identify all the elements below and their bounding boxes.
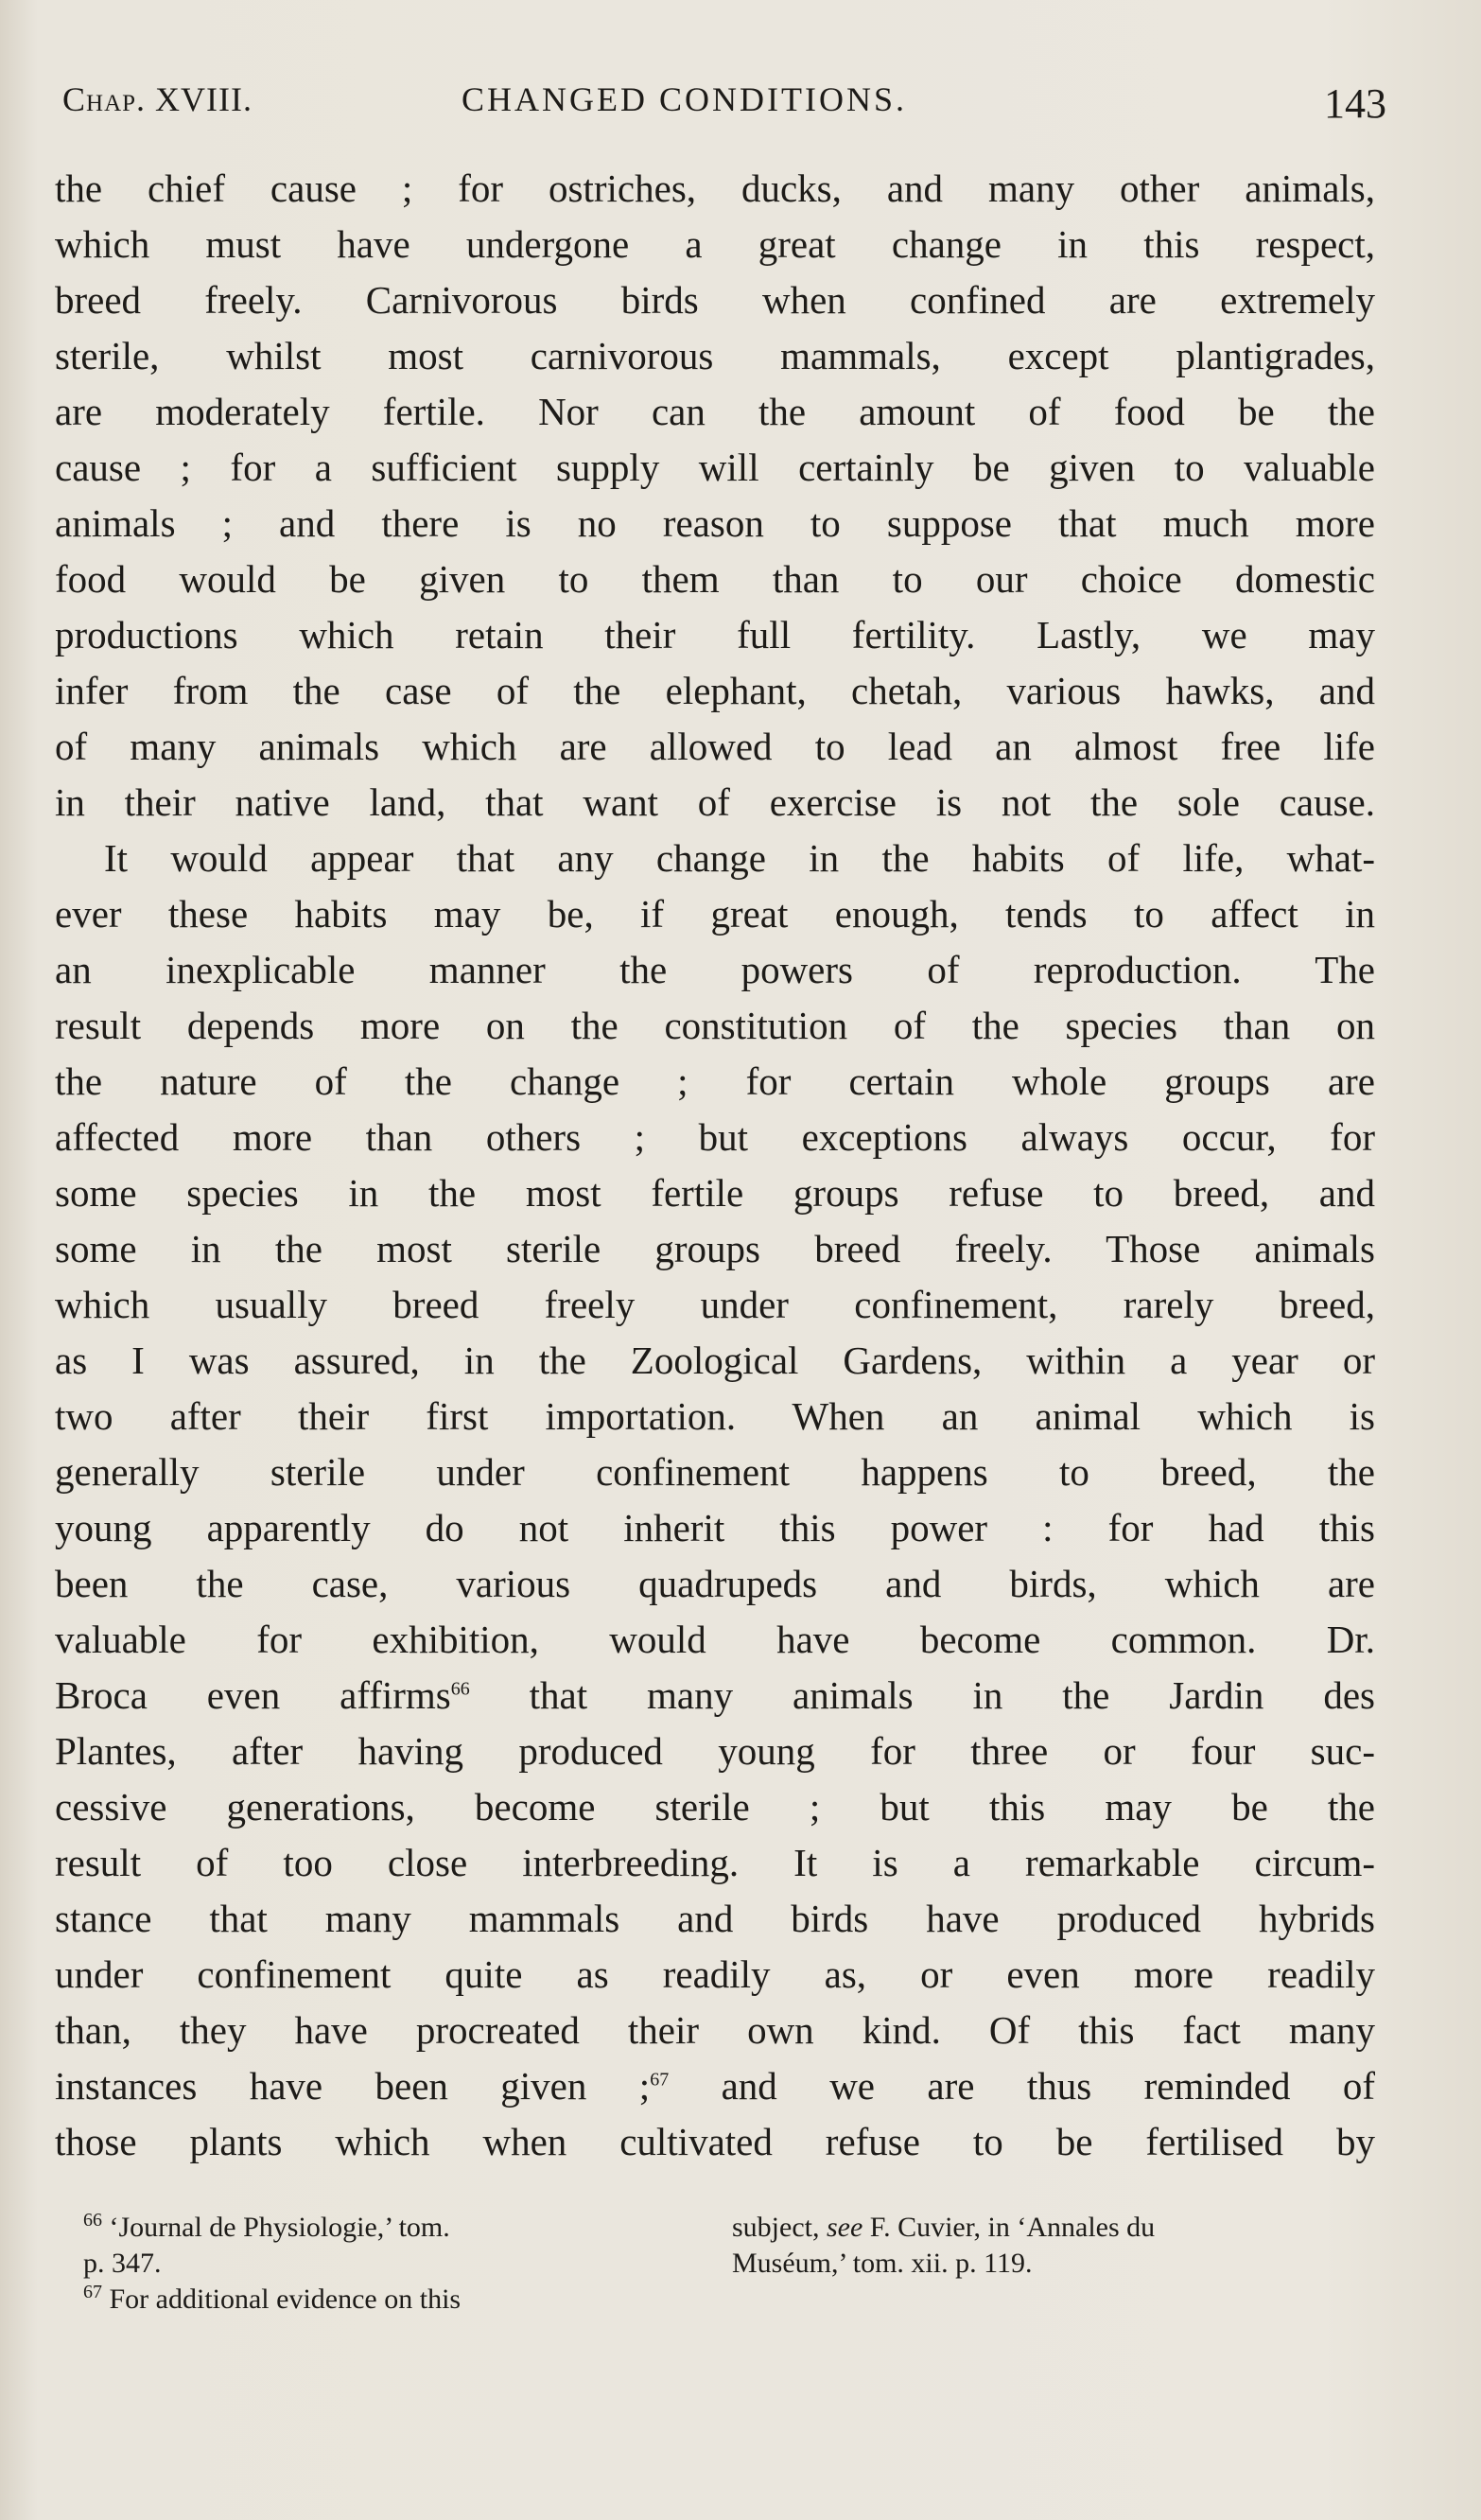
text-fragment: Broca even affirms — [55, 1673, 451, 1717]
body-text — [55, 161, 1375, 2170]
footnote-text: p. 347. — [83, 2248, 162, 2279]
text-line-with-footnote-66 — [55, 1668, 1375, 1724]
text-line: in their native land, that want of exercise is not the sole cause. — [55, 780, 1375, 824]
footnote-67-continued — [732, 2210, 1360, 2246]
text-line: the chief cause ; for ostriches, ducks, and many other animals, — [55, 166, 1375, 210]
text-line: result of too close interbreeding. It is a remarkable circum- — [55, 1841, 1375, 1884]
footnote-number: 66 — [83, 2210, 102, 2231]
text-line: infer from the case of the elephant, chetah, various hawks, and — [55, 669, 1375, 712]
text-line-with-footnote-67 — [55, 2058, 1375, 2114]
footnote-column-right — [732, 2210, 1360, 2282]
text-line: been the case, various quadrupeds and birds, which are — [55, 1562, 1375, 1605]
footnote-ref-66: 66 — [450, 1678, 470, 1700]
text-line: Plantes, after having produced young for three or four suc- — [55, 1729, 1375, 1773]
text-line: some species in the most fertile groups refuse to breed, and — [55, 1171, 1375, 1215]
text-line: an inexplicable manner the powers of reproduction. The — [55, 948, 1375, 991]
text-line: affected more than others ; but exceptions always occur, for — [55, 1115, 1375, 1159]
text-line: under confinement quite as readily as, or even more readily — [55, 1952, 1375, 1996]
footnote-italic: see — [826, 2212, 863, 2243]
text-line: the nature of the change ; for certain whole groups are — [55, 1059, 1375, 1103]
text-line: as I was assured, in the Zoological Gardens, within a year or — [55, 1339, 1375, 1382]
footnote-text: F. Cuvier, in ‘Annales du — [869, 2212, 1156, 2243]
footnote-text: For additional evidence on this — [109, 2284, 462, 2315]
text-line: young apparently do not inherit this power : for had this — [55, 1506, 1375, 1549]
text-line: which usually breed freely under confinement, rarely breed, — [55, 1283, 1375, 1326]
text-fragment: that many animals in the Jardin des — [529, 1673, 1375, 1717]
footnote-66 — [83, 2210, 688, 2246]
footnote-text: subject, — [732, 2212, 820, 2243]
text-line: productions which retain their full fertility. Lastly, we may — [55, 613, 1375, 656]
paragraph-start-line: It would appear that any change in the habits of life, what- — [104, 836, 1375, 880]
text-line: of many animals which are allowed to lead an almost free life — [55, 725, 1375, 768]
text-line: stance that many mammals and birds have produced hybrids — [55, 1897, 1375, 1940]
text-line: than, they have procreated their own kind. Of this fact many — [55, 2008, 1375, 2052]
text-line: breed freely. Carnivorous birds when confined are extremely — [55, 278, 1375, 322]
footnote-text: ‘Journal de Physiologie,’ tom. — [109, 2212, 450, 2243]
page-number: 143 — [1324, 80, 1386, 127]
text-line: some in the most sterile groups breed freely. Those animals — [55, 1227, 1375, 1270]
text-line: ever these habits may be, if great enough, tends to affect in — [55, 892, 1375, 936]
text-line: which must have undergone a great change in this respect, — [55, 222, 1375, 266]
running-header — [62, 79, 1386, 136]
text-line: animals ; and there is no reason to suppose that much more — [55, 501, 1375, 545]
text-line: cause ; for a sufficient supply will certainly be given to valuable — [55, 446, 1375, 489]
text-line: cessive generations, become sterile ; but this may be the — [55, 1785, 1375, 1829]
text-line: those plants which when cultivated refuse to be fertilised by — [55, 2120, 1375, 2163]
text-line: result depends more on the constitution of the species than on — [55, 1004, 1375, 1047]
text-line: food would be given to them than to our choice domestic — [55, 557, 1375, 601]
text-line: valuable for exhibition, would have become common. Dr. — [55, 1618, 1375, 1661]
footnote-column-left — [83, 2210, 688, 2318]
footnote-number: 67 — [83, 2282, 102, 2302]
chapter-label: Chap. XVIII. — [62, 80, 253, 118]
text-fragment: instances have been given ; — [55, 2064, 651, 2108]
footnote-text: Muséum,’ tom. xii. p. 119. — [732, 2248, 1033, 2279]
text-fragment: and we are thus reminded of — [721, 2064, 1375, 2108]
running-title: CHANGED CONDITIONS. — [462, 80, 907, 118]
text-line: two after their first importation. When an animal which is — [55, 1394, 1375, 1438]
footnote-67 — [83, 2282, 688, 2318]
text-line: are moderately fertile. Nor can the amount of food be the — [55, 390, 1375, 433]
text-line: generally sterile under confinement happens to breed, the — [55, 1450, 1375, 1494]
footnote-ref-67: 67 — [650, 2069, 670, 2091]
text-line: sterile, whilst most carnivorous mammals, except plantigrades, — [55, 334, 1375, 377]
